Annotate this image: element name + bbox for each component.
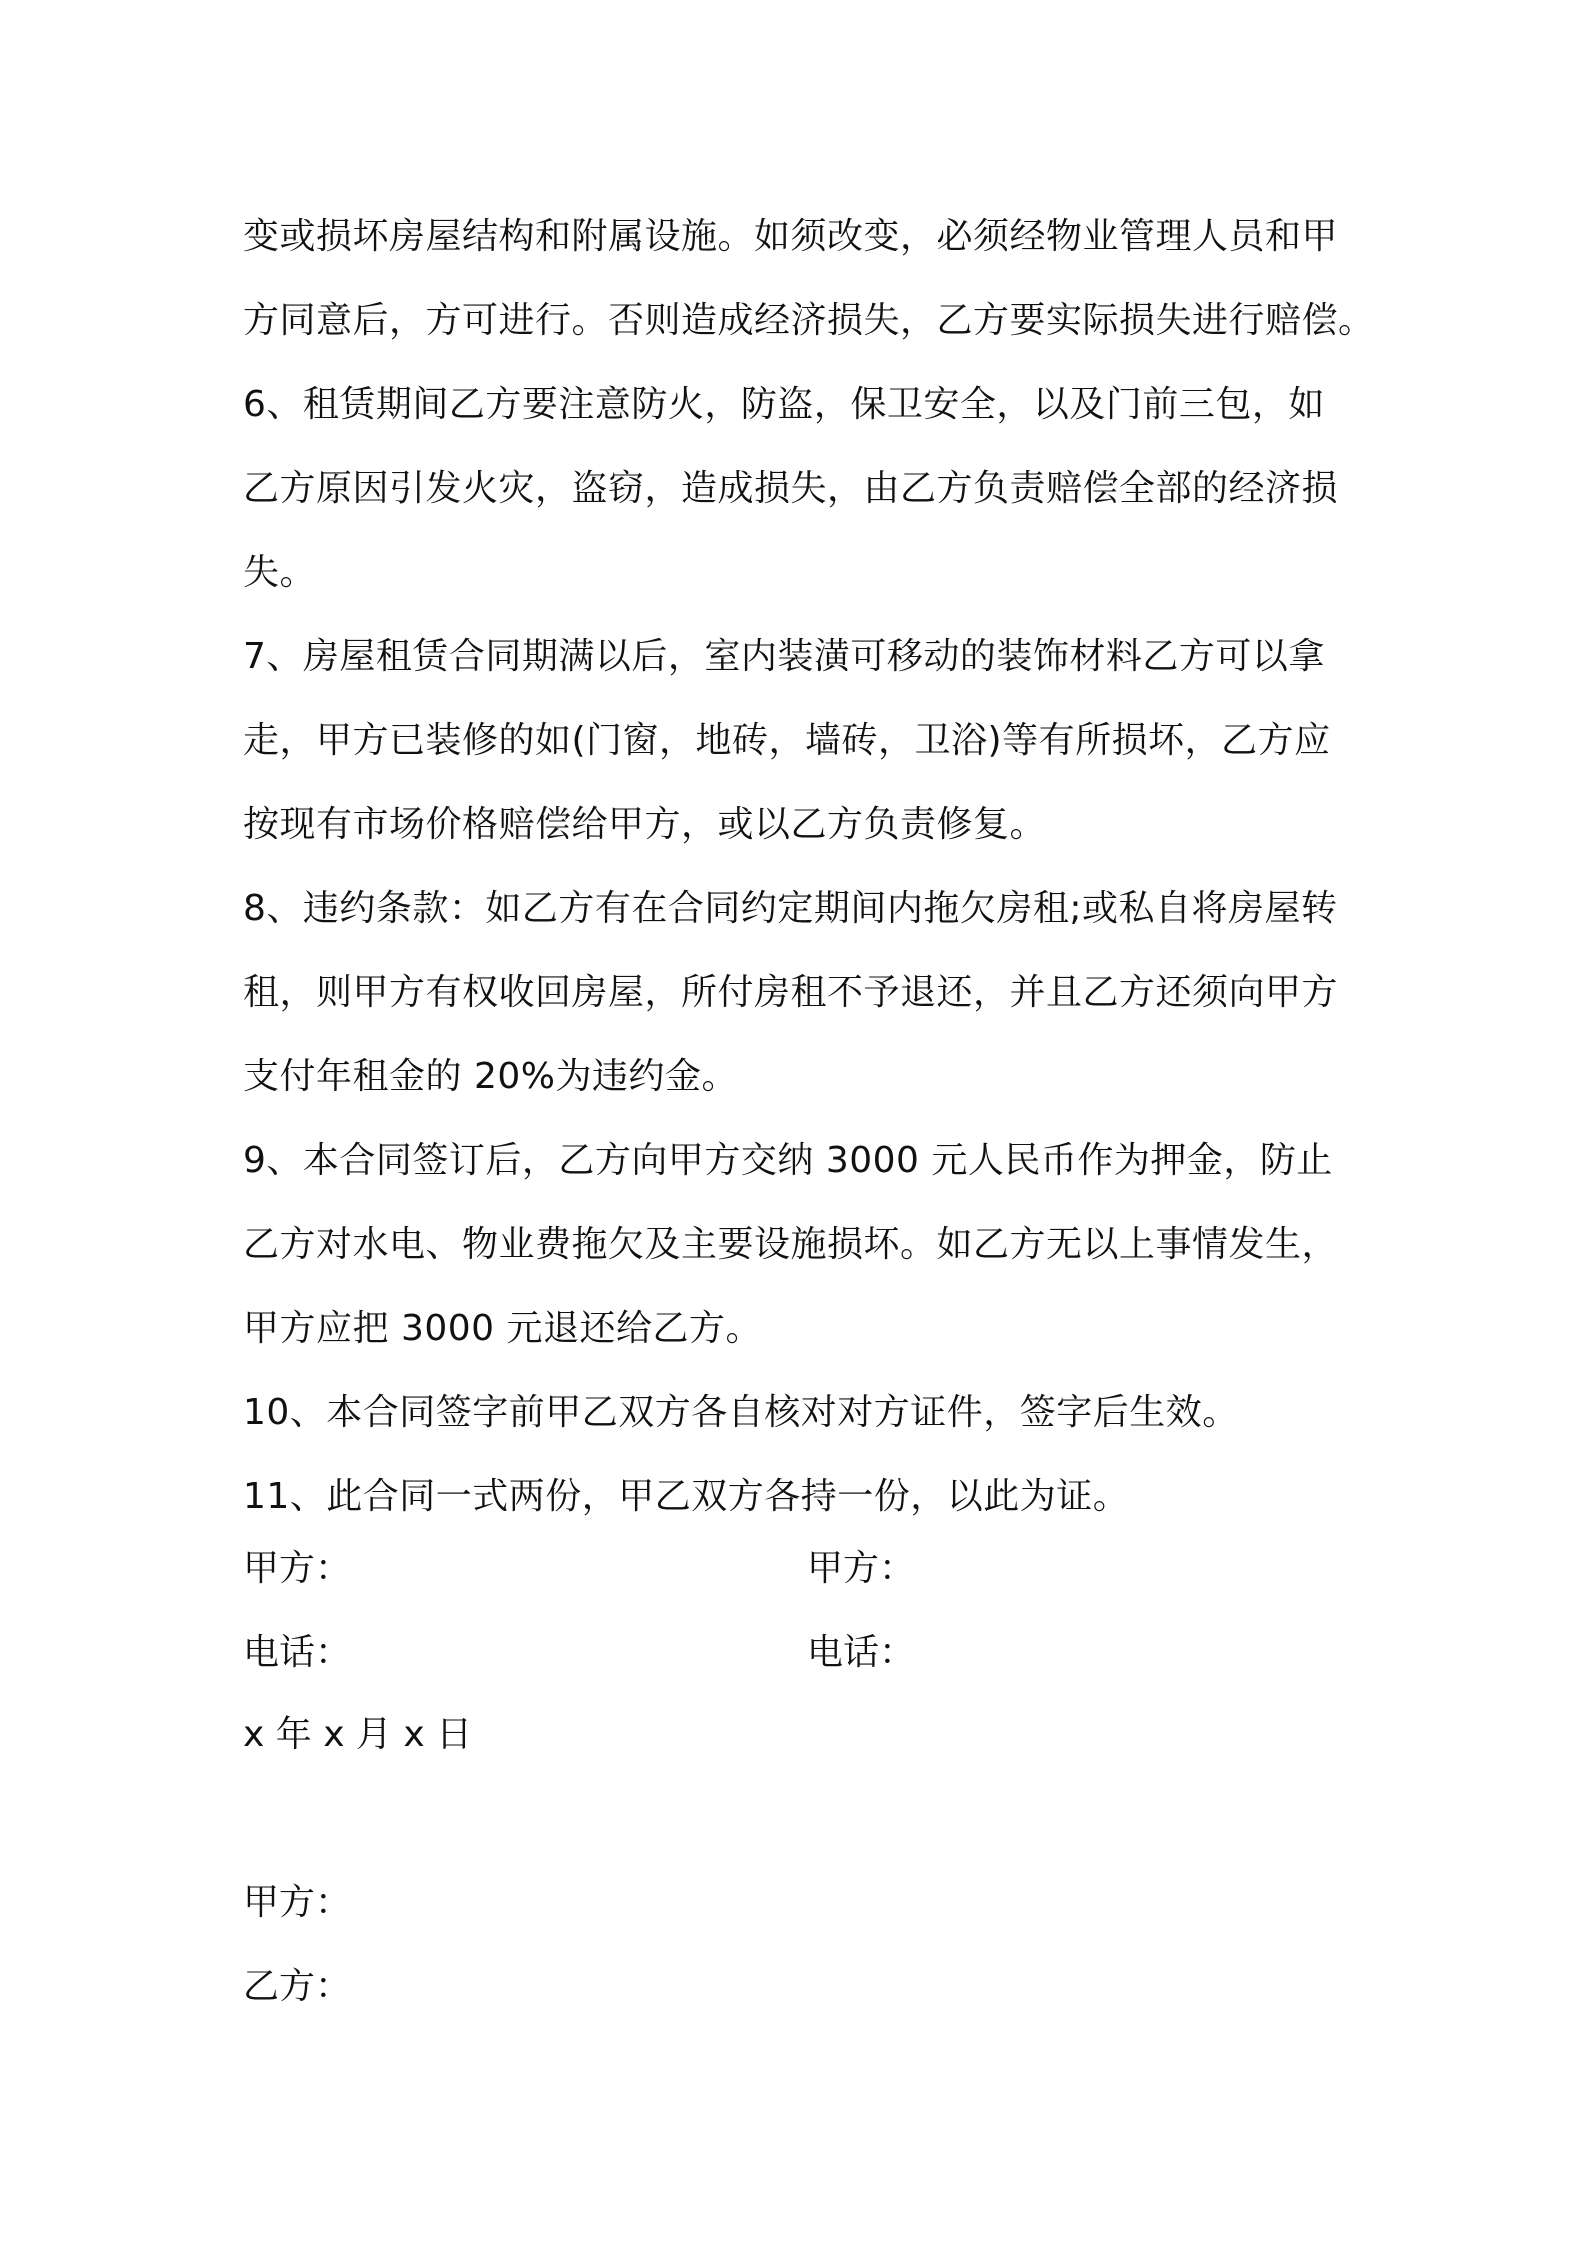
date-line: x 年 x 月 x 日 xyxy=(243,1714,473,1755)
text-line-7: 走，甲方已装修的如(门窗，地砖，墙砖，卫浴)等有所损坏，乙方应 xyxy=(243,720,1331,761)
text-line-11: 支付年租金的 20%为违约金。 xyxy=(243,1056,738,1097)
text-line-12: 9、本合同签订后，乙方向甲方交纳 3000 元人民币作为押金，防止 xyxy=(243,1140,1333,1181)
party-a-label-left: 甲方： xyxy=(243,1548,352,1589)
text-line-4: 乙方原因引发火灾，盗窃，造成损失，由乙方负责赔偿全部的经济损 xyxy=(243,468,1339,509)
phone-label-left: 电话： xyxy=(243,1632,352,1673)
text-line-2: 方同意后，方可进行。否则造成经济损失，乙方要实际损失进行赔偿。 xyxy=(243,300,1375,341)
text-line-3: 6、租赁期间乙方要注意防火，防盗，保卫安全，以及门前三包，如 xyxy=(243,384,1325,425)
text-line-6: 7、房屋租赁合同期满以后，室内装潢可移动的装饰材料乙方可以拿 xyxy=(243,636,1325,677)
text-line-14: 甲方应把 3000 元退还给乙方。 xyxy=(243,1308,763,1349)
text-line-16: 11、此合同一式两份，甲乙双方各持一份，以此为证。 xyxy=(243,1476,1130,1517)
text-line-5: 失。 xyxy=(243,552,317,593)
text-line-9: 8、违约条款：如乙方有在合同约定期间内拖欠房租;或私自将房屋转 xyxy=(243,888,1338,929)
text-line-8: 按现有市场价格赔偿给甲方，或以乙方负责修复。 xyxy=(243,804,1047,845)
text-line-15: 10、本合同签字前甲乙双方各自核对对方证件，签字后生效。 xyxy=(243,1392,1239,1433)
text-line-1: 变或损坏房屋结构和附属设施。如须改变，必须经物业管理人员和甲 xyxy=(243,216,1339,257)
text-line-13: 乙方对水电、物业费拖欠及主要设施损坏。如乙方无以上事情发生， xyxy=(243,1224,1339,1265)
text-line-10: 租，则甲方有权收回房屋，所付房租不予退还，并且乙方还须向甲方 xyxy=(243,972,1339,1013)
contract-body xyxy=(243,195,1375,1539)
bottom-party-b-label: 乙方： xyxy=(243,1966,352,2007)
phone-label-right: 电话： xyxy=(807,1632,916,1673)
bottom-party-a-label: 甲方： xyxy=(243,1882,352,1923)
party-a-label-right: 甲方： xyxy=(807,1548,916,1589)
